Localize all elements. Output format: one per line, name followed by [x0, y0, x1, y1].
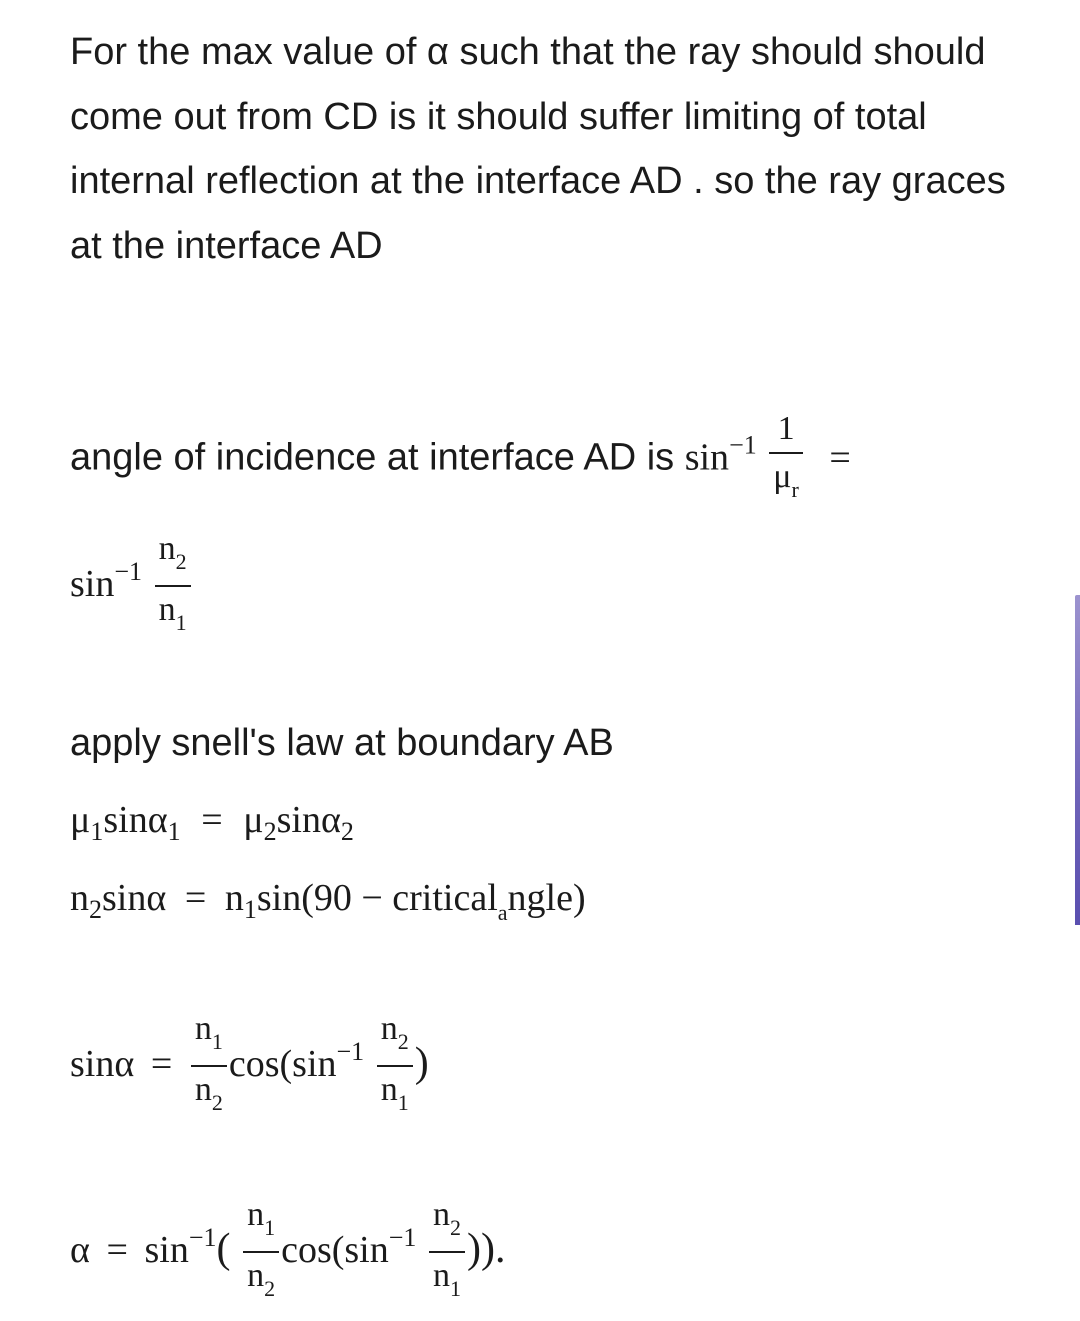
snell-equation-2: $n_2\sin\alpha = n_1\sin(90$ − critical$_a$ngle): [70, 877, 586, 925]
edge-accent-bar: [1075, 595, 1080, 925]
fraction-n1-over-n2: $\frac{n_1}{n_2}$: [243, 1196, 279, 1308]
fraction-n2-over-n1: $\frac{n_2}{n_1}$: [429, 1196, 465, 1308]
fraction-denominator: [769, 454, 803, 509]
intro-paragraph: For the max value of α such that the ray should should come out from CD is it should suffer limiting of total internal reflection at the interface AD . so the ray graces at the interface AD: [70, 31, 1006, 267]
mu-subscript: r: [791, 477, 799, 502]
snell-title: apply snell's law at boundary AB: [70, 722, 614, 764]
incidence-inverse: −1: [729, 430, 757, 460]
snell-equation-1: $\mu_1\sin\alpha_1 = \mu_2\sin\alpha_2$: [70, 799, 354, 846]
incidence-sin: sin: [684, 436, 730, 479]
incidence-inverse-2: −1: [114, 557, 143, 587]
fraction-denominator: $n_1$: [158, 591, 187, 635]
incidence-continuation: [70, 530, 193, 642]
fraction-numerator: $n_2$: [155, 530, 191, 587]
incidence-equals: =: [829, 436, 851, 479]
sin-alpha-equation: sinα = $\frac{n_1}{n_2}$ $\cos(\sin^{-1}$ $\frac{n_2}{n_1}$ ): [70, 1010, 429, 1122]
fraction-one-over-mu: [769, 410, 803, 509]
fraction-n1-over-n2: $\frac{n_1}{n_2}$: [191, 1010, 227, 1122]
fraction-numerator: 1: [769, 410, 803, 454]
fraction-n2-over-n1: $\frac{n_2}{n_1}$: [377, 1010, 413, 1122]
alpha-equation: $\alpha = \sin^{-1}$( $\frac{n_1}{n_2}$ $\cos(\sin^{-1}$ $\frac{n_2}{n_1}$ )).: [70, 1196, 505, 1308]
incidence-line: [70, 410, 851, 509]
incidence-text: angle of incidence at interface AD is: [70, 436, 675, 479]
incidence-sin-2: sin: [70, 563, 115, 606]
fraction-n2-over-n1: [155, 530, 191, 642]
mu-symbol: μ: [773, 458, 792, 495]
